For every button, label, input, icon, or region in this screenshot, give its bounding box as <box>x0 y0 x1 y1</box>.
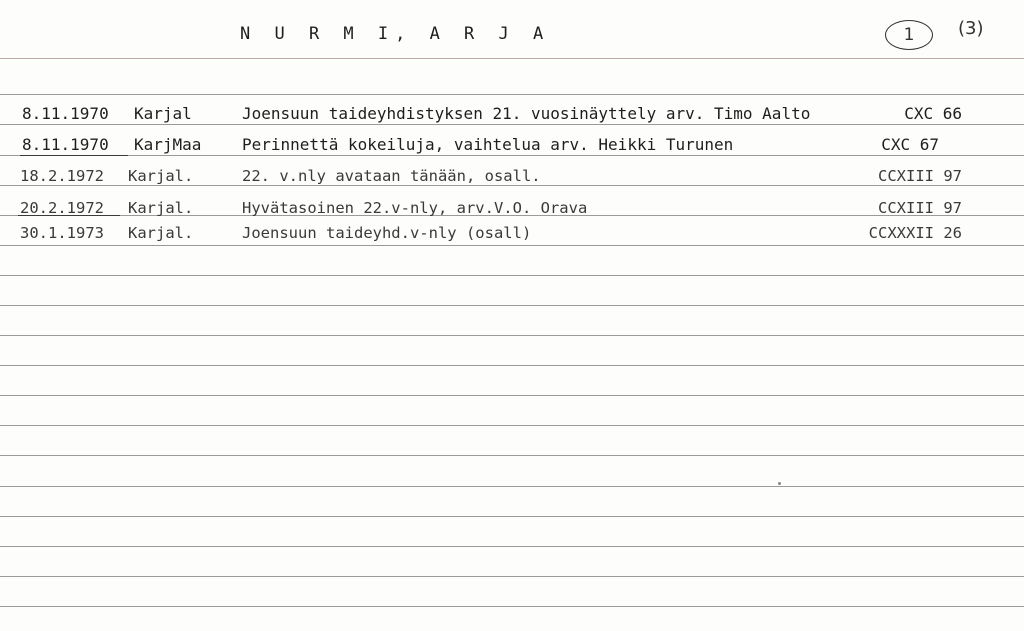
entry-reference: CCXIII 97 <box>878 199 962 217</box>
ruled-line <box>0 365 1024 366</box>
entry-source: Karjal. <box>128 224 194 242</box>
entry-date: 30.1.1973 <box>20 224 104 242</box>
entry-row <box>0 224 1024 246</box>
entry-row <box>0 135 1024 157</box>
ruled-line <box>0 516 1024 517</box>
paper-speck <box>778 482 781 485</box>
entry-row <box>0 199 1024 221</box>
entry-description: Joensuun taideyhdistyksen 21. vuosinäyttely arv. Timo Aalto <box>242 104 811 123</box>
entry-row <box>0 167 1024 189</box>
ruled-line <box>0 335 1024 336</box>
entry-date: 8.11.1970 <box>22 135 109 154</box>
entry-description: Joensuun taideyhd.v-nly (osall) <box>242 224 532 242</box>
entry-reference: CCXIII 97 <box>878 167 962 185</box>
ruled-line <box>0 275 1024 276</box>
date-underline <box>18 215 120 216</box>
ruled-line <box>0 425 1024 426</box>
ruled-line <box>0 606 1024 607</box>
header-rule <box>0 58 1024 59</box>
entry-date: 8.11.1970 <box>22 104 109 123</box>
entry-date: 18.2.1972 <box>20 167 104 185</box>
card-number-circled: 1 <box>885 20 933 50</box>
entry-description: Perinnettä kokeiluja, vaihtelua arv. Heikki Turunen <box>242 135 734 154</box>
ruled-line <box>0 486 1024 487</box>
ruled-line <box>0 455 1024 456</box>
entry-date: 20.2.1972 <box>20 199 104 217</box>
entry-description: Hyvätasoinen 22.v-nly, arv.V.O. Orava <box>242 199 588 217</box>
entry-reference: CXC 66 <box>904 104 962 123</box>
card-title: N U R M I, A R J A <box>240 24 551 44</box>
date-underline <box>20 155 128 156</box>
ruled-line <box>0 395 1024 396</box>
entry-reference: CCXXXII 26 <box>868 224 962 242</box>
ruled-line <box>0 546 1024 547</box>
entry-reference: CXC 67 <box>881 135 939 154</box>
ruled-line <box>0 305 1024 306</box>
entry-description: 22. v.nly avataan tänään, osall. <box>242 167 541 185</box>
ruled-line <box>0 94 1024 95</box>
entry-source: Karjal. <box>128 199 194 217</box>
entry-source: Karjal. <box>128 167 194 185</box>
ruled-line <box>0 576 1024 577</box>
card-total: (3) <box>958 18 984 39</box>
entry-row <box>0 104 1024 126</box>
entry-source: KarjMaa <box>134 135 202 154</box>
entry-source: Karjal <box>134 104 192 123</box>
